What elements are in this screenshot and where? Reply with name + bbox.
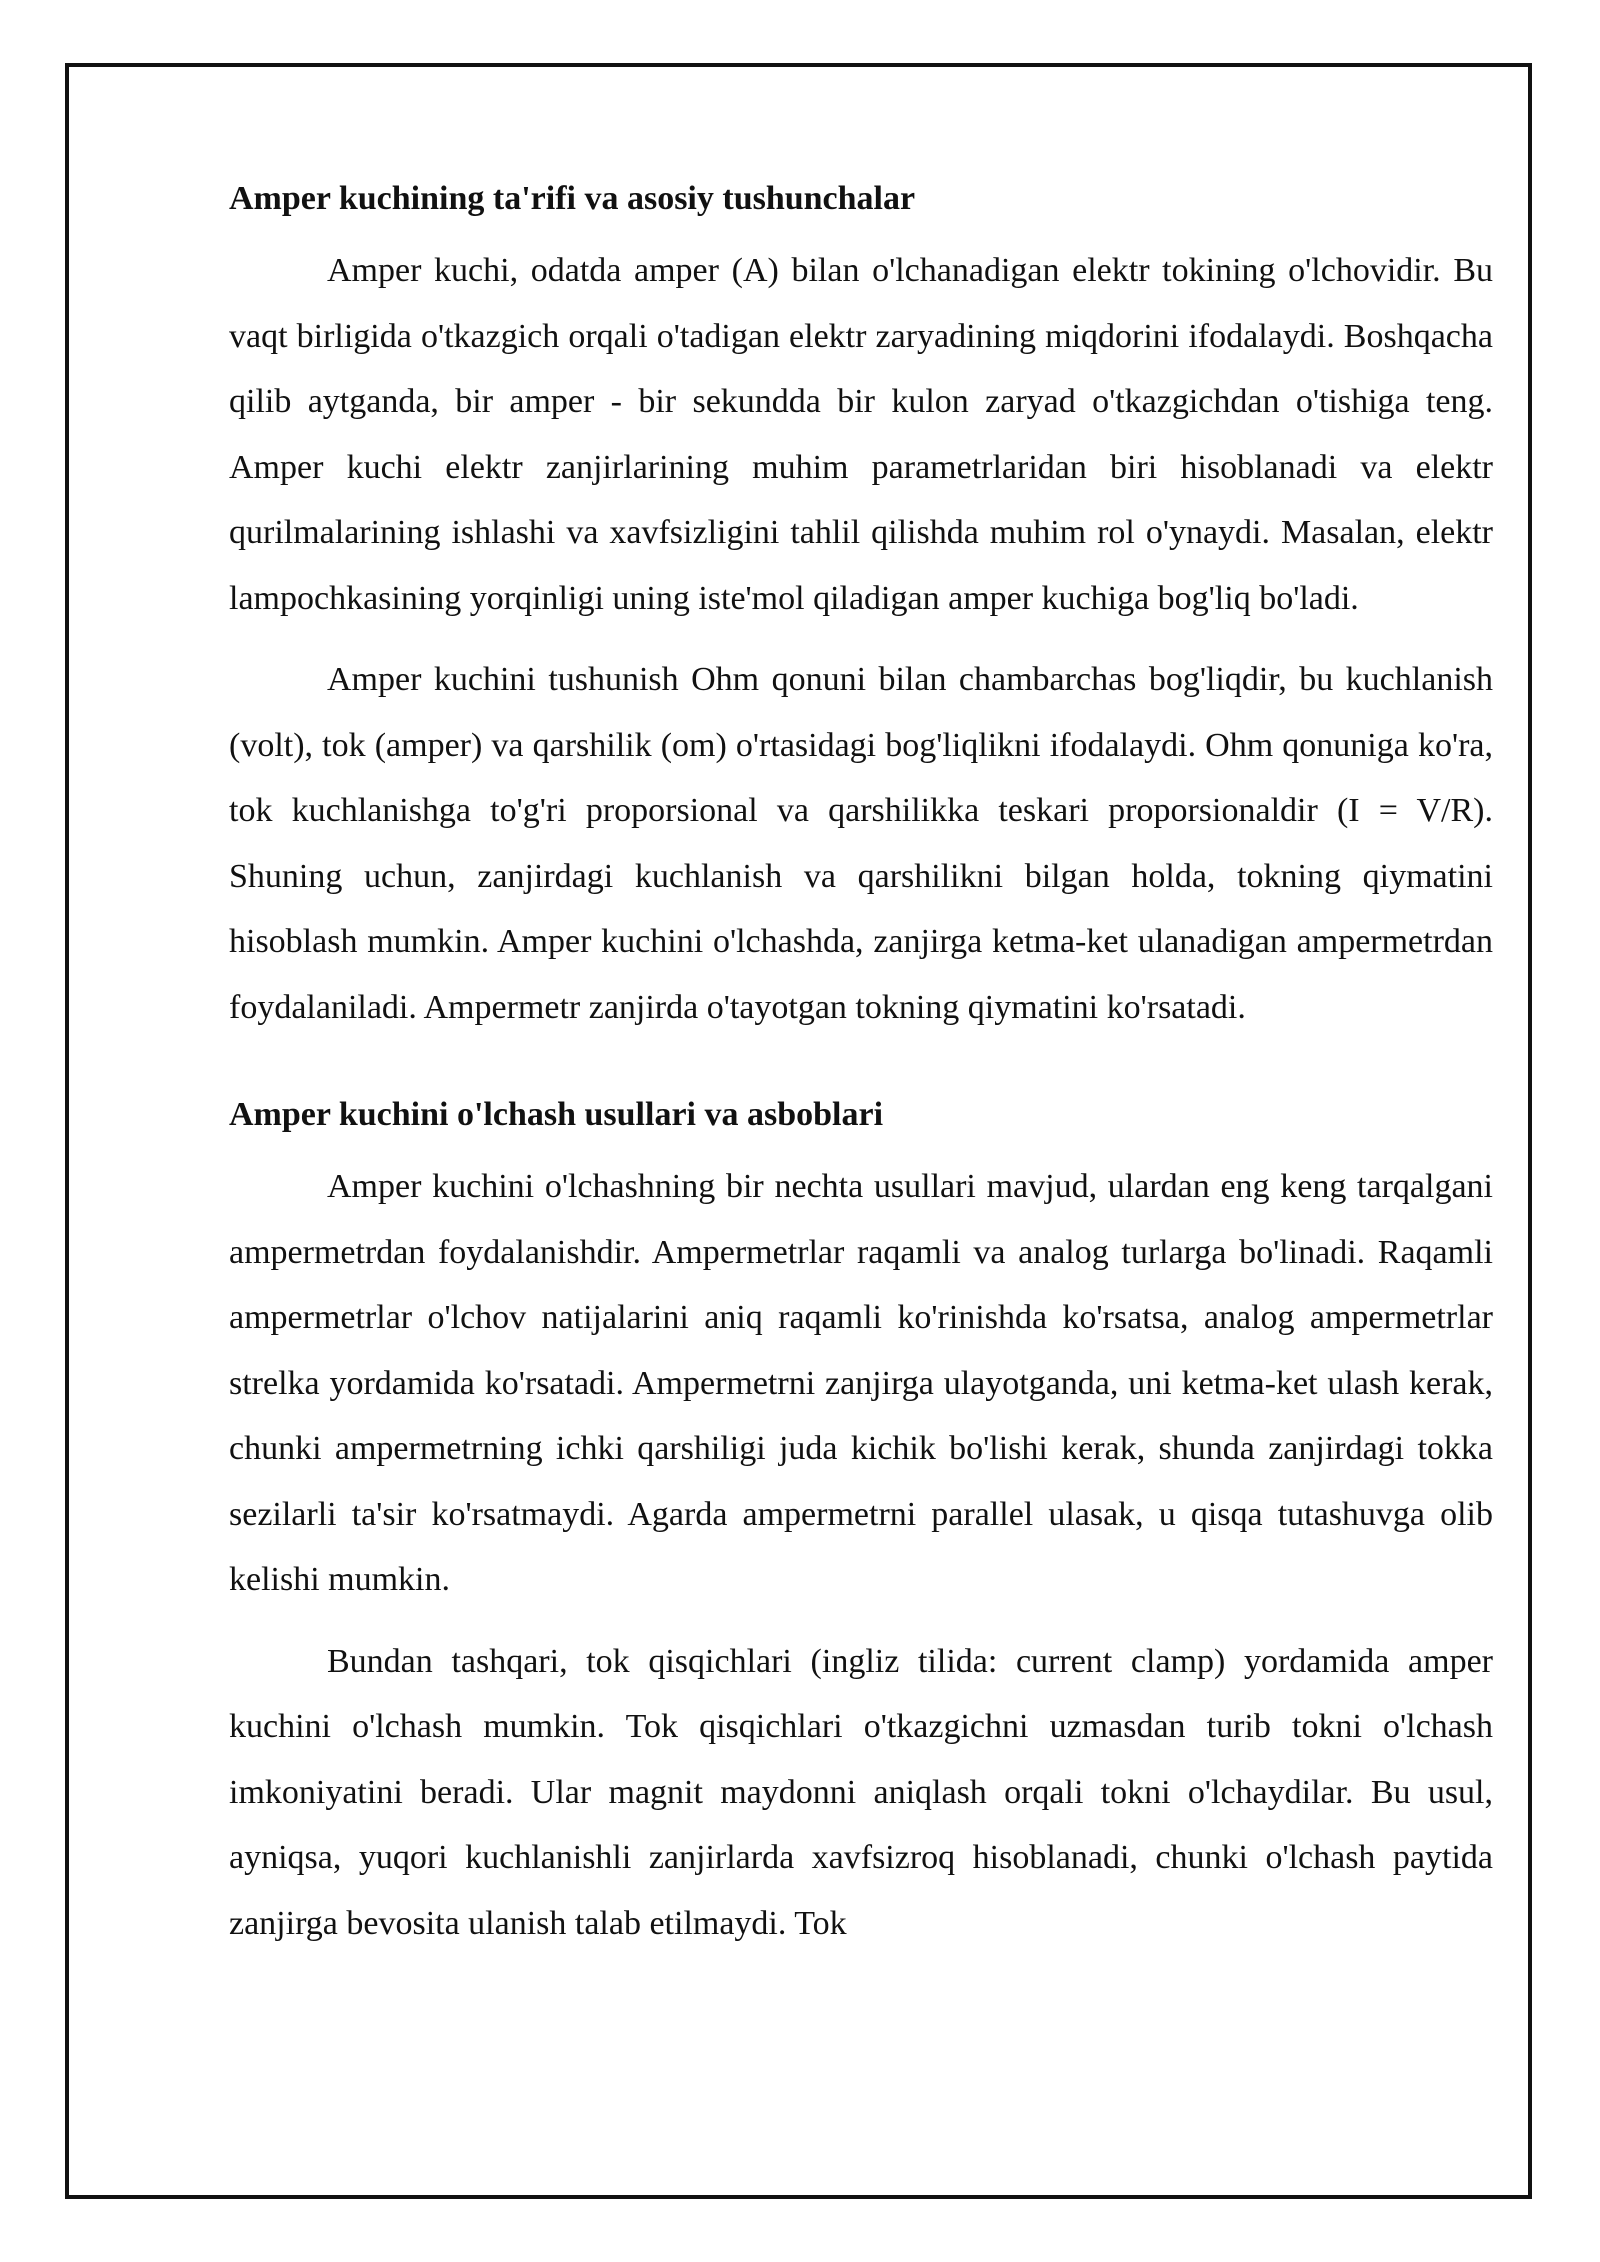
document-body: [229, 170, 1493, 1972]
paragraph: Amper kuchi, odatda amper (A) bilan o'lchanadigan elektr tokining o'lchovidir. Bu vaqt birligida o'tkazgich orqali o'tadigan elektr zaryadining miqdorini ifodalaydi. Boshqacha qilib aytganda, bir amper - bir sekundda bir kulon zaryad o'tkazgichdan o'tishiga teng. Amper kuchi elektr zanjirlarining muhim parametrlaridan biri hisoblanadi va elektr qurilmalarining ishlashi va xavfsizligini tahlil qilishda muhim rol o'ynaydi. Masalan, elektr lampochkasining yorqinligi uning iste'mol qiladigan amper kuchiga bog'liq bo'ladi.: [229, 252, 1493, 617]
paragraph: Bundan tashqari, tok qisqichlari (ingliz tilida: current clamp) yordamida amper kuchini o'lchash mumkin. Tok qisqichlari o'tkazgichni uzmasdan turib tokni o'lchash imkoniyatini beradi. Ular magnit maydonni aniqlash orqali tokni o'lchaydilar. Bu usul, ayniqsa, yuqori kuchlanishli zanjirlarda xavfsizroq hisoblanadi, chunki o'lchash paytida zanjirga bevosita ulanish talab etilmaydi. Tok: [229, 1642, 1493, 1942]
section-heading: Amper kuchini o'lchash usullari va asboblari: [229, 1096, 884, 1133]
paragraph: Amper kuchini o'lchashning bir nechta usullari mavjud, ulardan eng keng tarqalgani ampermetrdan foydalanishdir. Ampermetrlar raqamli va analog turlarga bo'linadi. Raqamli ampermetrlar o'lchov natijalarini aniq raqamli ko'rinishda ko'rsatsa, analog ampermetrlar strelka yordamida ko'rsatadi. Ampermetrni zanjirga ulayotganda, uni ketma-ket ulash kerak, chunki ampermetrning ichki qarshiligi juda kichik bo'lishi kerak, shunda zanjirdagi tokka sezilarli ta'sir ko'rsatmaydi. Agarda ampermetrni parallel ulasak, u qisqa tutashuvga olib kelishi mumkin.: [229, 1168, 1493, 1598]
paragraph: Amper kuchini tushunish Ohm qonuni bilan chambarchas bog'liqdir, bu kuchlanish (volt), tok (amper) va qarshilik (om) o'rtasidagi bog'liqlikni ifodalaydi. Ohm qonuniga ko'ra, tok kuchlanishga to'g'ri proporsional va qarshilikka teskari proporsionaldir (I = V/R). Shuning uchun, zanjirdagi kuchlanish va qarshilikni bilgan holda, tokning qiymatini hisoblash mumkin. Amper kuchini o'lchashda, zanjirga ketma-ket ulanadigan ampermetrdan foydalaniladi. Ampermetr zanjirda o'tayotgan tokning qiymatini ko'rsatadi.: [229, 661, 1493, 1026]
section-heading: Amper kuchining ta'rifi va asosiy tushunchalar: [229, 180, 916, 217]
section-definition: [229, 170, 1493, 1040]
section-measurement-methods: [229, 1086, 1493, 1956]
